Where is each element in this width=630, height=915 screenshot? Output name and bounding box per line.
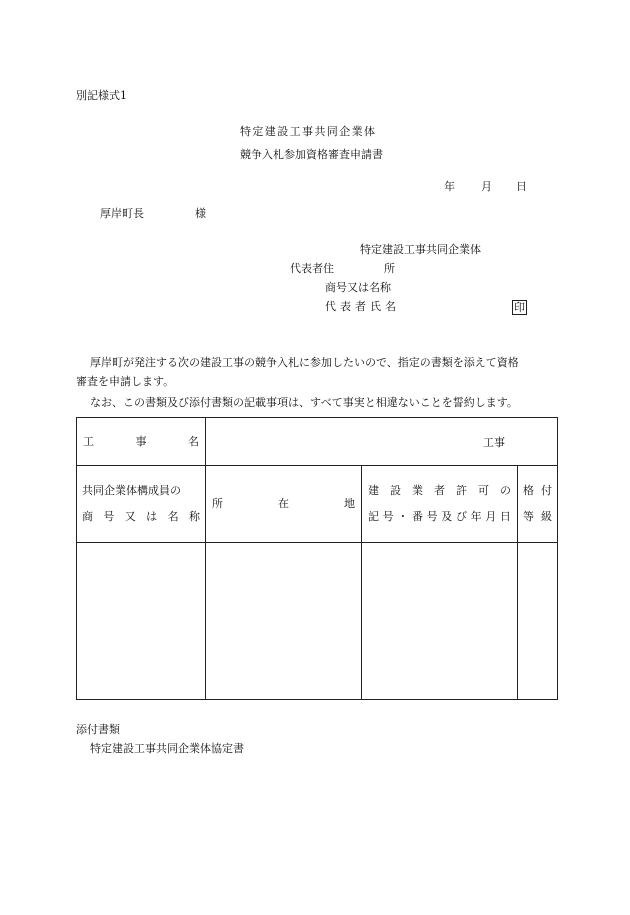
attachment-item: 特定建設工事共同企業体協定書 [90, 742, 244, 755]
document-title: 特定建設工事共同企業体 [240, 125, 377, 138]
project-name-input[interactable] [206, 418, 558, 466]
date-month-label: 月 [481, 180, 492, 193]
company-name-label: 商号又は名称 [325, 281, 391, 294]
body-line-1: 厚岸町が発注する次の建設工事の競争入札に参加したいので、指定の書類を添えて資格 [90, 356, 519, 369]
header-row [77, 466, 558, 543]
member-table [76, 417, 558, 700]
addressee-honorific: 様 [195, 207, 206, 220]
body-line-3: なお、この書類及び添付書類の記載事項は、すべて事実と相違ないことを誓約します。 [90, 396, 518, 409]
member-name-input[interactable] [77, 543, 206, 700]
date-year-label: 年 [444, 180, 455, 193]
rank-label-line2: 等 級 [523, 510, 552, 523]
seal-text: 印 [514, 301, 525, 314]
project-name-label-cell [77, 418, 206, 466]
body-line-2: 審査を申請します。 [76, 375, 175, 388]
rank-label-cell [518, 466, 558, 543]
location-label: 所 在 地 [212, 497, 355, 510]
applicant-jv-label: 特定建設工事共同企業体 [360, 243, 481, 256]
representative-name-label: 代表者氏名 [325, 300, 400, 313]
document-subtitle: 競争入札参加資格審査申請書 [240, 148, 383, 161]
license-label-line1: 建 設 業 者 許 可 の [368, 484, 511, 497]
location-input[interactable] [206, 543, 362, 700]
address-label-tail: 所 [384, 262, 395, 275]
addressee-name: 厚岸町長 [100, 207, 144, 220]
license-input[interactable] [362, 543, 518, 700]
project-row [77, 418, 558, 466]
license-label-line2: 記 号 ・ 番 号 及 び 年 月 日 [368, 510, 511, 523]
attachments-heading: 添付書類 [76, 723, 120, 736]
member-entry-row [77, 543, 558, 700]
rank-input[interactable] [518, 543, 558, 700]
member-label-cell [77, 466, 206, 543]
project-name-label: 工 事 名 [83, 434, 199, 448]
date-day-label: 日 [516, 180, 527, 193]
rank-label-line1: 格 付 [523, 484, 552, 497]
seal-mark [512, 300, 527, 315]
member-label-line1: 共同企業体構成員の [82, 484, 181, 497]
license-label-cell [362, 466, 518, 543]
address-label: 代表者住 [290, 262, 334, 275]
form-number: 別記様式1 [76, 89, 127, 102]
member-label-line2: 商 号 又 は 名 称 [82, 510, 200, 523]
location-label-cell [206, 466, 362, 543]
project-suffix: 工事 [483, 435, 505, 449]
